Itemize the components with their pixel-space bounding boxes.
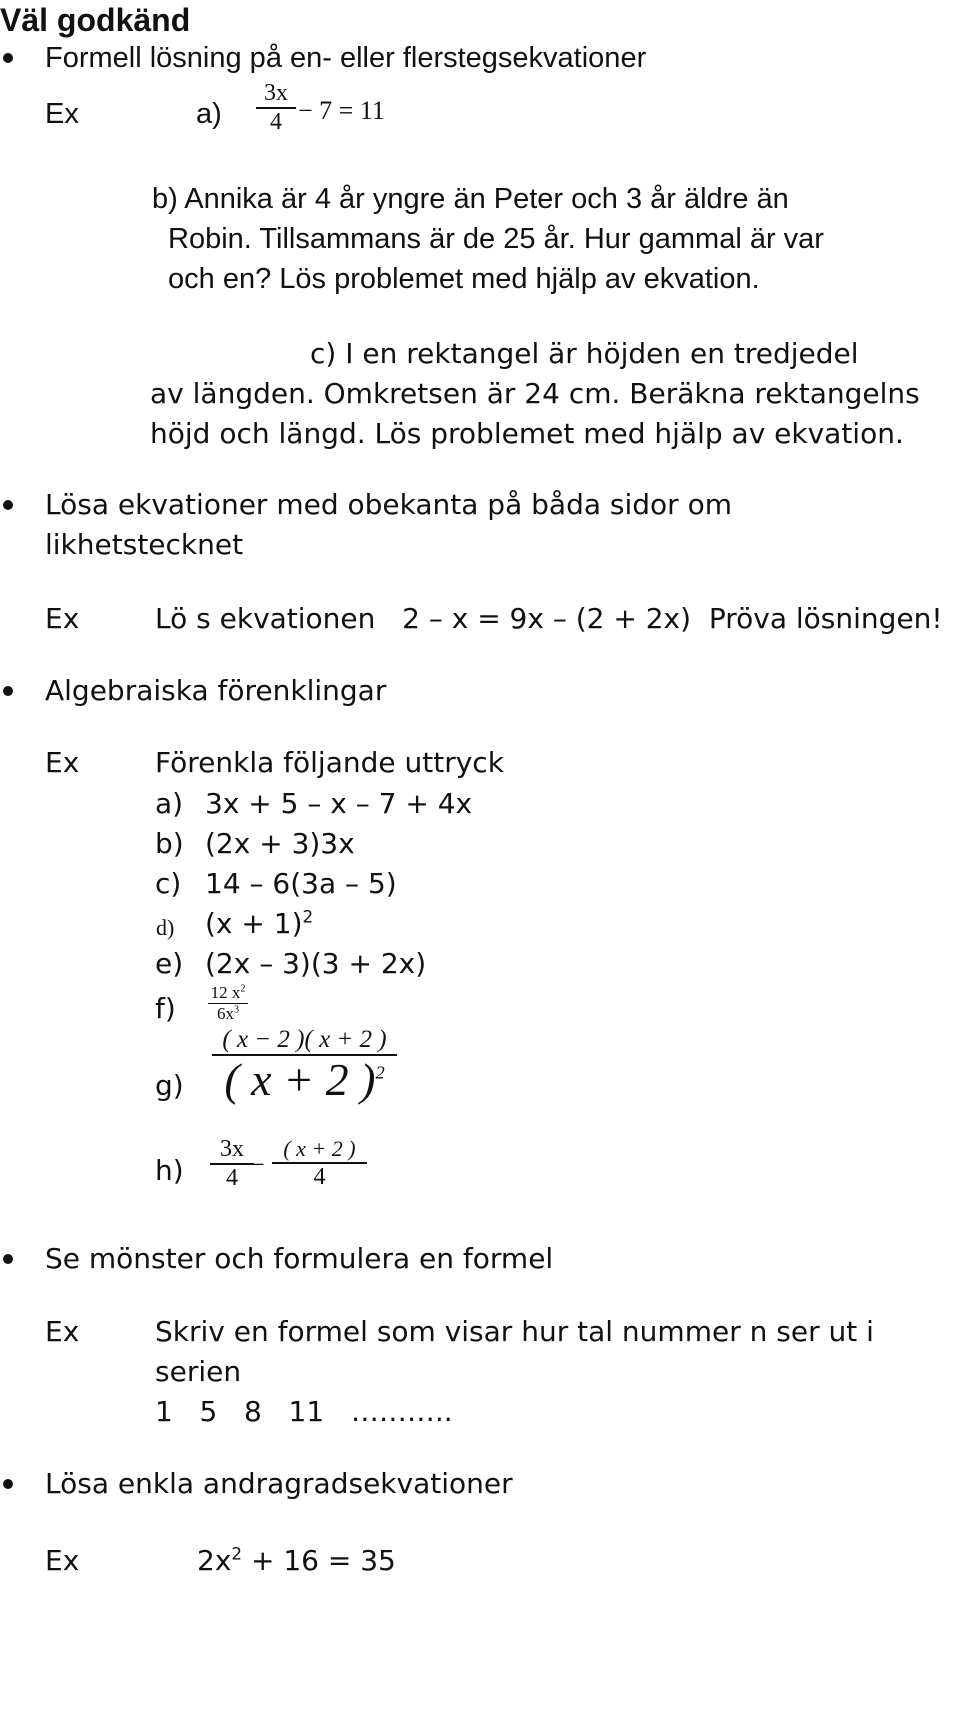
quadratic-term: 2x <box>197 1544 232 1577</box>
fraction-3x-over-4 <box>256 80 296 136</box>
section-heading-both-sides-line-1: Lösa ekvationer med obekanta på båda sidor om <box>45 488 732 521</box>
fraction-h-second-denominator: 4 <box>313 1164 326 1190</box>
fraction-g-denominator: ( x + 2 ) <box>224 1054 376 1105</box>
ex-label: Ex <box>45 602 80 635</box>
task-solve-equation: Lö s ekvationen 2 – x = 9x – (2 + 2x) Pröva lösningen! <box>155 602 943 635</box>
bullet-dot <box>3 1254 13 1264</box>
item-label-h: h) <box>155 1154 184 1187</box>
bullet-dot <box>3 1479 13 1489</box>
pattern-task-line-2: serien <box>155 1355 242 1388</box>
item-label-b: b) <box>155 827 184 860</box>
fraction-h-first-numerator: 3x <box>220 1136 244 1162</box>
problem-c-line-3: höjd och längd. Lös problemet med hjälp av ekvation. <box>150 417 904 450</box>
equation-rest: − 7 = 11 <box>298 96 385 125</box>
fraction-g-denominator-exponent: 2 <box>375 1062 385 1083</box>
pattern-task-line-1: Skriv en formel som visar hur tal nummer n ser ut i <box>155 1315 874 1348</box>
section-heading-both-sides-line-2: likhetstecknet <box>45 528 244 561</box>
expression-d <box>205 906 314 940</box>
fraction-h-second <box>272 1136 367 1191</box>
equation-text: 7 = 11 <box>319 96 385 125</box>
ex-label: Ex <box>45 98 79 130</box>
fraction-denominator: 4 <box>270 109 282 135</box>
quadratic-equation <box>197 1543 396 1577</box>
expression-c: 14 – 6(3a – 5) <box>205 867 397 900</box>
bullet-dot <box>3 500 13 510</box>
fraction-h-first-denominator: 4 <box>226 1165 238 1191</box>
quadratic-rest: + 16 = 35 <box>242 1544 396 1577</box>
section-heading-formal-solution: Formell lösning på en- eller flerstegsekvationer <box>45 42 647 74</box>
item-label-d: d) <box>156 915 175 940</box>
section-heading-quadratic: Lösa enkla andragradsekvationer <box>45 1467 513 1500</box>
fraction-g-numerator: ( x − 2 )( x + 2 ) <box>222 1026 387 1053</box>
item-label-e: e) <box>155 947 184 980</box>
intro-simplify: Förenkla följande uttryck <box>155 746 504 779</box>
expression-b: (2x + 3)3x <box>205 827 355 860</box>
expression-d-base: (x + 1) <box>205 907 303 940</box>
item-label-c: c) <box>155 867 182 900</box>
bullet-dot <box>3 686 13 696</box>
item-label-a: a) <box>196 98 222 130</box>
item-label-a: a) <box>155 787 184 820</box>
ex-label: Ex <box>45 746 80 779</box>
expression-d-exponent: 2 <box>302 906 314 927</box>
ex-label: Ex <box>45 1544 80 1577</box>
bullet-dot <box>3 53 13 63</box>
section-heading-pattern: Se mönster och formulera en formel <box>45 1242 554 1275</box>
problem-b-line-1: b) Annika är 4 år yngre än Peter och 3 år äldre än <box>152 183 789 215</box>
problem-b-line-2: Robin. Tillsammans är de 25 år. Hur gammal är var <box>168 223 824 255</box>
number-series: 1 5 8 11 ……….. <box>155 1395 453 1428</box>
fraction-g <box>212 1026 397 1104</box>
section-heading-algebraic: Algebraiska förenklingar <box>45 674 387 707</box>
fraction-h-first <box>210 1136 254 1192</box>
problem-b-line-3: och en? Lös problemet med hjälp av ekvation. <box>168 263 760 295</box>
item-label-f: f) <box>155 992 176 1025</box>
fraction-f-numerator: 12 x <box>210 983 241 1002</box>
expression-e: (2x – 3)(3 + 2x) <box>205 947 427 980</box>
fraction-f <box>208 983 248 1024</box>
minus-sign: − <box>250 1150 265 1179</box>
page-title: Väl godkänd <box>0 2 191 38</box>
problem-c-line-1: c) I en rektangel är höjden en tredjedel <box>310 337 859 370</box>
quadratic-exponent: 2 <box>231 1543 243 1564</box>
fraction-numerator: 3x <box>264 80 288 106</box>
problem-c-line-2: av längden. Omkretsen är 24 cm. Beräkna rektangelns <box>150 377 920 410</box>
ex-label: Ex <box>45 1315 80 1348</box>
fraction-f-denominator: 6x <box>216 1004 234 1023</box>
fraction-h-second-numerator: ( x + 2 ) <box>283 1136 356 1161</box>
expression-a: 3x + 5 – x – 7 + 4x <box>205 787 473 820</box>
fraction-f-numerator-exponent: 2 <box>240 983 246 995</box>
fraction-f-denominator-exponent: 3 <box>233 1004 240 1016</box>
item-label-g: g) <box>155 1069 184 1102</box>
